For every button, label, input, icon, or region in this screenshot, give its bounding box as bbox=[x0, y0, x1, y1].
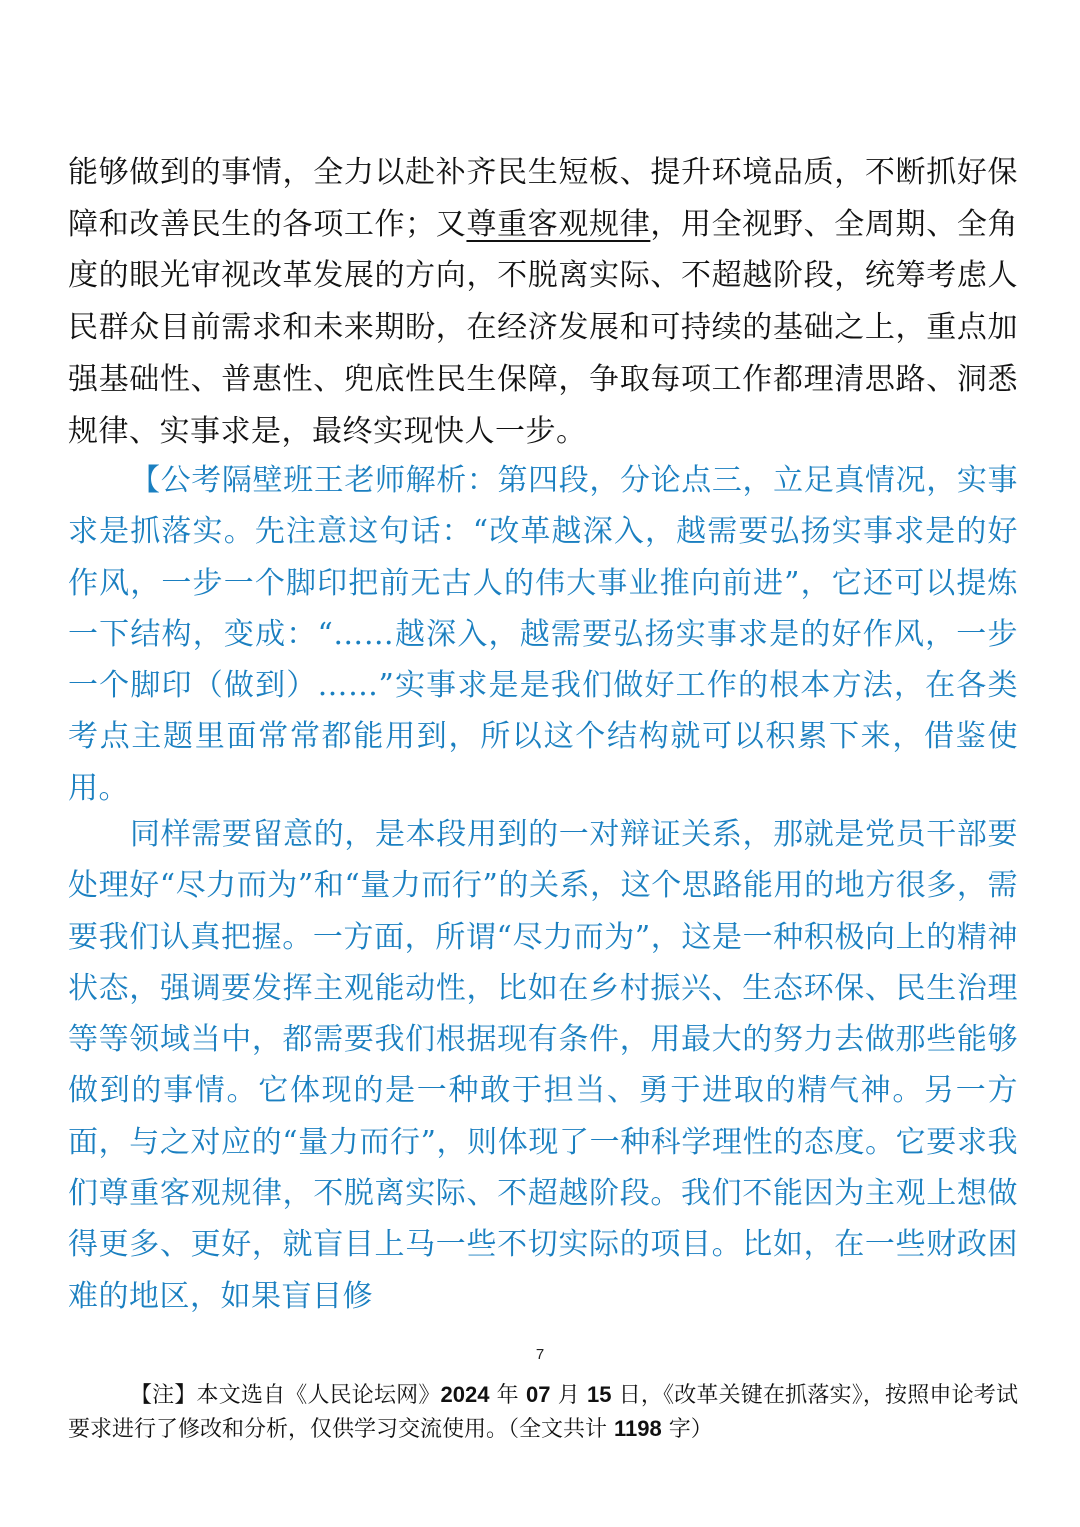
analysis-paragraph-1: 【公考隔壁班王老师解析：第四段，分论点三，立足真情况，实事求是抓落实。先注意这句话：“改革越深入，越需要弘扬实事求是的好作风，一步一个脚印把前无古人的伟大事业推向前进”，它还可以提炼一下结构，变成：“……越深入，越需要弘扬实事求是的好作风，一步一个脚印（做到）……”实事求是是我们做好工作的根本方法，在各类考点主题里面常常都能用到，所以这个结构就可以积累下来，借鉴使用。 bbox=[68, 463, 1018, 806]
footnote-count-unit: 字） bbox=[661, 1417, 713, 1442]
footnote-prefix: 【注】本文选自《人民论坛网》 bbox=[130, 1383, 441, 1408]
footnote-year-unit: 年 bbox=[489, 1383, 527, 1408]
footnote-day-unit: 日，《改革关键在抓落实》，按照申论考试要求进行了修改和分析，仅供学习交流使用。（全文共计 bbox=[68, 1383, 1018, 1442]
underlined-phrase: 尊重客观规律 bbox=[466, 206, 651, 242]
footnote bbox=[68, 1378, 1018, 1446]
footnote-month: 07 bbox=[526, 1382, 551, 1407]
footnote-year: 2024 bbox=[440, 1382, 490, 1407]
main-paragraph-text-end: ，用全视野、全周期、全角度的眼光审视改革发展的方向，不脱离实际、不超越阶段，统筹考虑人民群众目前需求和未来期盼，在经济发展和可持续的基础之上，重点加强基础性、普惠性、兜底性民生保障，争取每项工作都理清思路、洞悉规律、实事求是，最终实现快人一步。 bbox=[68, 206, 1019, 449]
page-number: 7 bbox=[535, 1346, 545, 1363]
main-paragraph bbox=[68, 147, 1018, 457]
footnote-day: 15 bbox=[587, 1382, 612, 1407]
footnote-word-count: 1198 bbox=[614, 1416, 662, 1441]
analysis-paragraph-2: 同样需要留意的，是本段用到的一对辩证关系，那就是党员干部要处理好“尽力而为”和“量力而行”的关系，这个思路能用的地方很多，需要我们认真把握。一方面，所谓“尽力而为”，这是一种积极向上的精神状态，强调要发挥主观能动性，比如在乡村振兴、生态环保、民生治理等等领域当中，都需要我们根据现有条件，用最大的努力去做那些能够做到的事情。它体现的是一种敢于担当、勇于进取的精气神。另一方面，与之对应的“量力而行”，则体现了一种科学理性的态度。它要求我们尊重客观规律，不脱离实际、不超越阶段。我们不能因为主观上想做得更多、更好，就盲目上马一些不切实际的项目。比如，在一些财政困难的地区，如果盲目修 bbox=[68, 817, 1018, 1314]
footnote-month-unit: 月 bbox=[550, 1383, 588, 1408]
main-paragraph-text-start: 能够做到的事情，全力以赴补齐民生短板、提升环境品质，不断抓好保障和改善民生的各项工作；又 bbox=[68, 155, 1018, 242]
